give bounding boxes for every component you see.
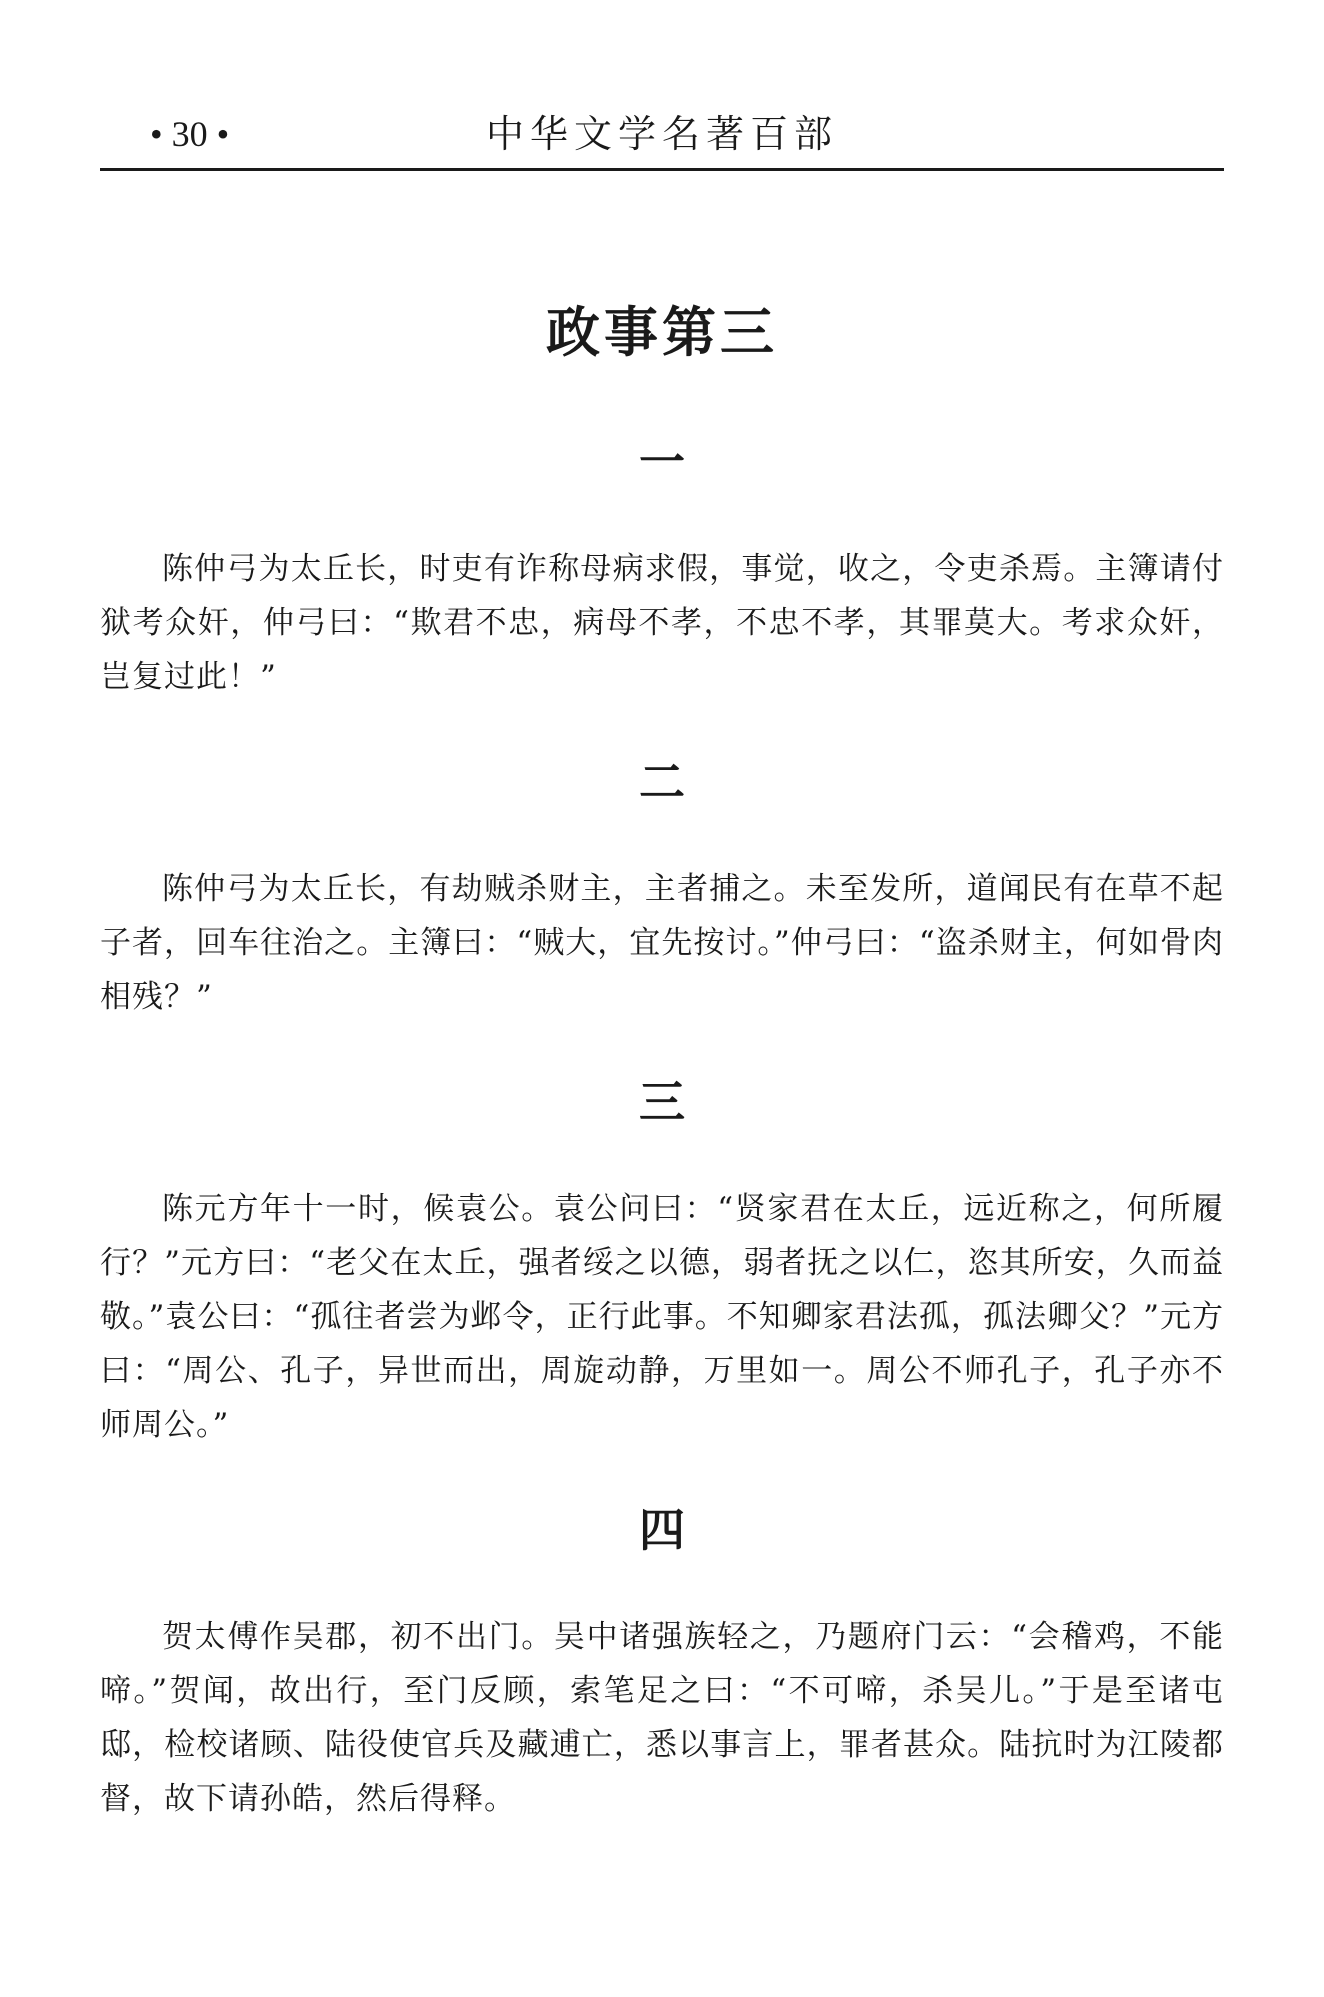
section-3 bbox=[100, 1072, 1224, 1452]
section-heading: 三 bbox=[639, 1075, 685, 1129]
section-text: 陈仲弓为太丘长，时吏有诈称母病求假，事觉，收之，令吏杀焉。主簿请付狱考众奸，仲弓曰：“欺君不忠，病母不孝，不忠不孝，其罪莫大。考求众奸，岂复过此！” bbox=[100, 551, 1224, 695]
section-text: 陈元方年十一时，候袁公。袁公问曰：“贤家君在太丘，远近称之，何所履行？”元方曰：“老父在太丘，强者绥之以德，弱者抚之以仁，恣其所安，久而益敬。”袁公曰：“孤往者尝为邺令，正行此事。不知卿家君法孤，孤法卿父？”元方曰：“周公、孔子，异世而出，周旋动静，万里如一。周公不师孔子，孔子亦不师周公。” bbox=[100, 1191, 1224, 1443]
page-header bbox=[100, 108, 1224, 170]
section-heading: 一 bbox=[639, 435, 685, 489]
section-heading: 四 bbox=[639, 1503, 685, 1557]
section-2 bbox=[100, 752, 1224, 1024]
chapter-title: 政事第三 bbox=[546, 301, 778, 365]
section-text: 贺太傅作吴郡，初不出门。吴中诸强族轻之，乃题府门云：“会稽鸡，不能啼。”贺闻，故出行，至门反顾，索笔足之曰：“不可啼，杀吴儿。”于是至诸屯邸，检校诸顾、陆役使官兵及藏逋亡，悉以事言上，罪者甚众。陆抗时为江陵都督，故下请孙皓，然后得释。 bbox=[100, 1619, 1224, 1817]
book-title: 中华文学名著百部 bbox=[485, 112, 838, 156]
page-number: • 30 • bbox=[150, 114, 230, 154]
section-1 bbox=[100, 432, 1224, 704]
section-heading: 二 bbox=[639, 755, 685, 809]
section-4 bbox=[100, 1500, 1224, 1826]
section-text: 陈仲弓为太丘长，有劫贼杀财主，主者捕之。未至发所，道闻民有在草不起子者，回车往治之。主簿曰：“贼大，宜先按讨。”仲弓曰：“盗杀财主，何如骨肉相残？” bbox=[100, 871, 1224, 1015]
header-rule bbox=[100, 168, 1224, 171]
